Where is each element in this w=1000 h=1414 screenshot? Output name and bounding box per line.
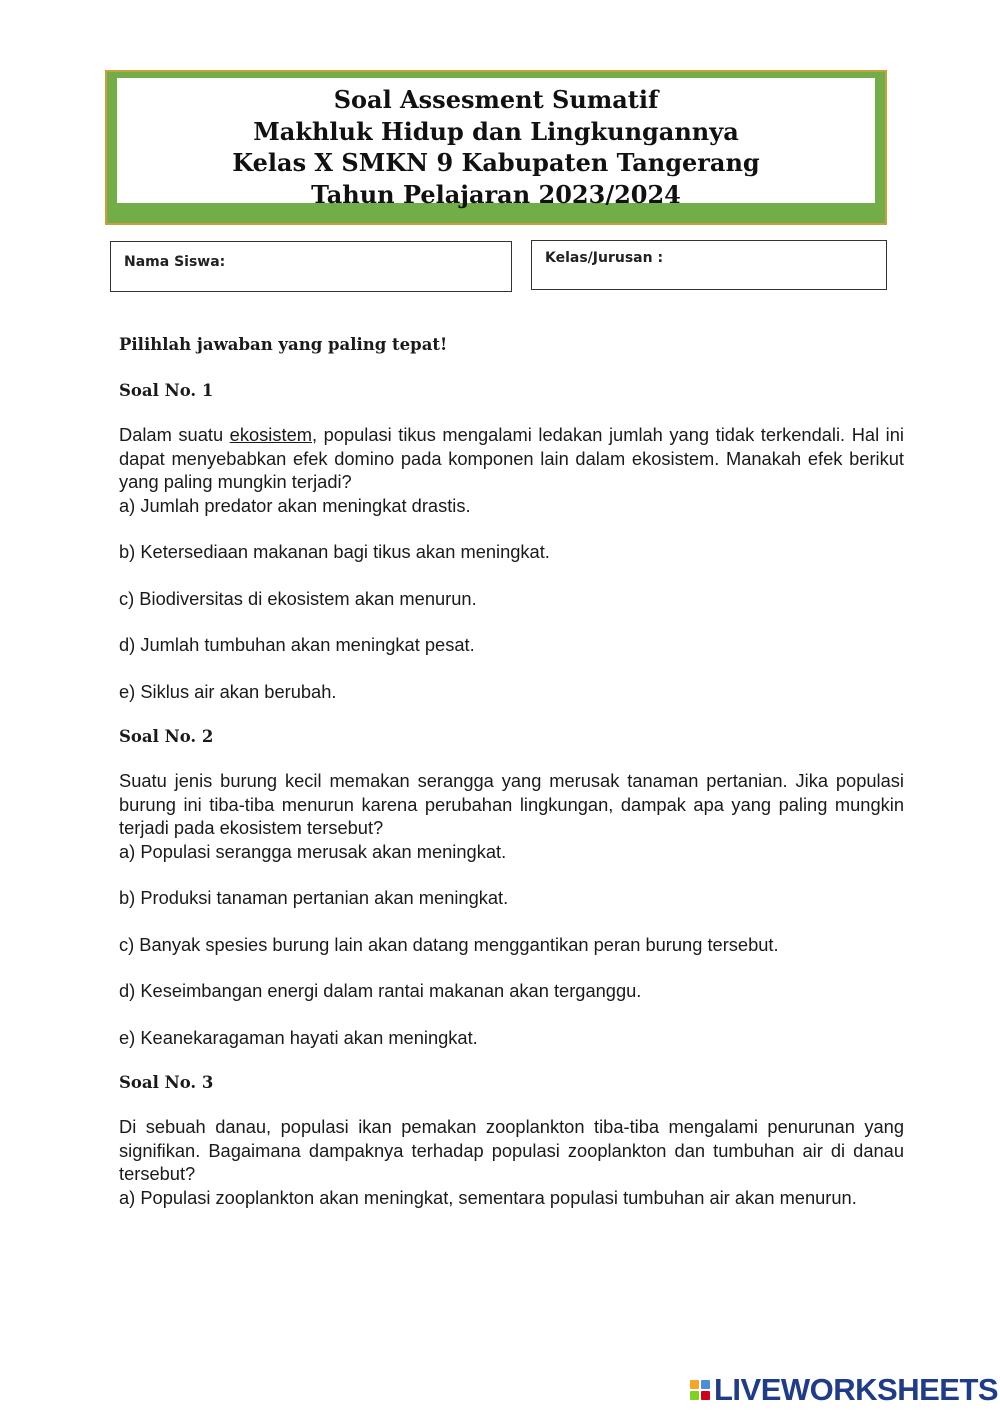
header-title: Soal Assesment Sumatif (333, 85, 659, 114)
answer-option-a[interactable]: a) Populasi zooplankton akan meningkat, sementara populasi tumbuhan air akan menurun. (119, 1186, 857, 1208)
header-school-year: Tahun Pelajaran 2023/2024 (311, 179, 681, 209)
student-name-label: Nama Siswa: (124, 254, 226, 270)
logo-block (701, 1391, 710, 1400)
question-3 (119, 1071, 904, 1209)
question-1 (119, 379, 904, 703)
answer-option-c[interactable]: c) Banyak spesies burung lain akan datang menggantikan peran burung tersebut. (119, 933, 779, 955)
logo-text: LIVEWORKSHEETS (714, 1372, 999, 1407)
header-title-block (117, 78, 875, 209)
question-stem (119, 423, 904, 494)
answer-option-d[interactable]: d) Jumlah tumbuhan akan meningkat pesat. (119, 634, 475, 655)
question-title: Soal No. 1 (119, 381, 214, 400)
instruction: Pilihlah jawaban yang paling tepat! (119, 335, 448, 354)
class-major-field[interactable] (531, 240, 887, 290)
logo-block (690, 1391, 699, 1400)
question-2 (119, 725, 904, 1049)
answer-option-d[interactable]: d) Keseimbangan energi dalam rantai makanan akan terganggu. (119, 980, 642, 1001)
question-title: Soal No. 3 (119, 1073, 214, 1092)
stem-underlined-term: ekosistem (229, 424, 312, 445)
answer-option-b[interactable]: b) Produksi tanaman pertanian akan meningkat. (119, 887, 509, 908)
stem-text: Dalam suatu (119, 424, 230, 445)
class-major-label: Kelas/Jurusan : (545, 250, 664, 266)
question-content (119, 333, 904, 1209)
answer-option-e[interactable]: e) Siklus air akan berubah. (119, 680, 337, 702)
logo-blocks-icon (690, 1380, 710, 1400)
header-banner (105, 70, 887, 225)
stem-text: , populasi tikus mengalami ledakan jumlah yang tidak terkendali. Hal ini dapat menyebabkan efek domino pada komponen lain dalam ekosistem. Manakah efek berikut yang paling mungkin terjadi? (119, 424, 904, 492)
question-stem: Suatu jenis burung kecil memakan serangga yang merusak tanaman pertanian. Jika populasi burung ini tiba-tiba menurun karena perubahan lingkungan, dampak apa yang paling mungkin terjadi pada ekosistem tersebut? (119, 770, 904, 838)
logo-block (690, 1380, 699, 1389)
question-title: Soal No. 2 (119, 727, 214, 746)
liveworksheets-logo (690, 1370, 999, 1410)
answer-option-a[interactable]: a) Populasi serangga merusak akan meningkat. (119, 840, 507, 862)
answer-option-a[interactable]: a) Jumlah predator akan meningkat drastis. (119, 494, 471, 516)
logo-block (701, 1380, 710, 1389)
question-stem: Di sebuah danau, populasi ikan pemakan zooplankton tiba-tiba mengalami penurunan yang signifikan. Bagaimana dampaknya terhadap populasi zooplankton dan tumbuhan air di danau tersebut? (119, 1116, 904, 1184)
header-subject: Makhluk Hidup dan Lingkungannya (253, 116, 739, 146)
answer-option-e[interactable]: e) Keanekaragaman hayati akan meningkat. (119, 1026, 478, 1048)
student-name-field[interactable] (110, 241, 512, 292)
answer-option-b[interactable]: b) Ketersediaan makanan bagi tikus akan meningkat. (119, 541, 550, 562)
answer-option-c[interactable]: c) Biodiversitas di ekosistem akan menurun. (119, 587, 477, 609)
header-class-school: Kelas X SMKN 9 Kabupaten Tangerang (232, 148, 760, 177)
